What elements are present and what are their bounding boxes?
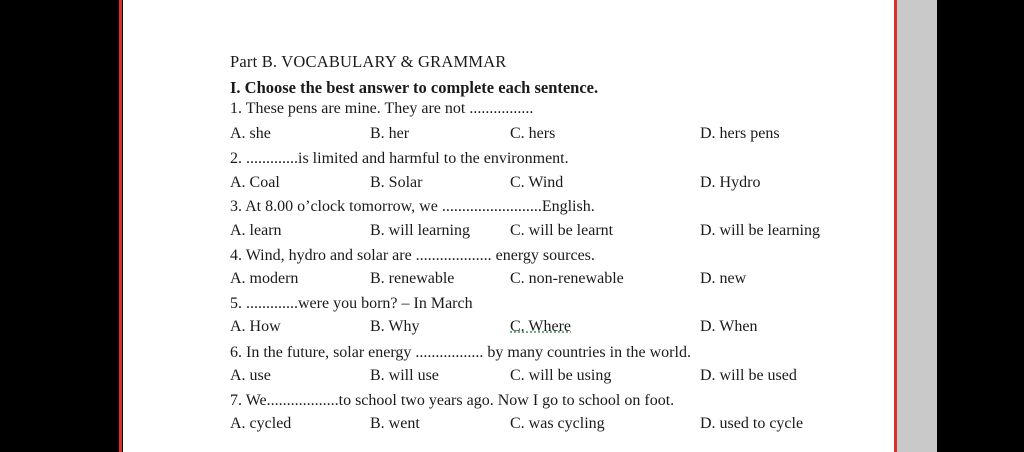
- question-1: 1. These pens are mine. They are not ................: [230, 100, 534, 117]
- q7-option-b[interactable]: B. went: [370, 415, 420, 432]
- question-7: 7. We..................to school two years ago. Now I go to school on foot.: [230, 392, 675, 409]
- question-2: 2. .............is limited and harmful to the environment.: [230, 150, 569, 167]
- question-3: 3. At 8.00 o’clock tomorrow, we .........................English.: [230, 198, 595, 215]
- q4-option-c[interactable]: C. non-renewable: [510, 270, 624, 287]
- q2-option-d[interactable]: D. Hydro: [700, 174, 761, 191]
- q3-option-d[interactable]: D. will be learning: [700, 222, 820, 239]
- q1-option-b[interactable]: B. her: [370, 125, 410, 142]
- question-4: 4. Wind, hydro and solar are ................... energy sources.: [230, 247, 595, 264]
- q5-option-b[interactable]: B. Why: [370, 318, 420, 335]
- q6-option-a[interactable]: A. use: [230, 367, 271, 384]
- black-margin: [937, 0, 1024, 452]
- q2-option-b[interactable]: B. Solar: [370, 174, 423, 191]
- q4-option-b[interactable]: B. renewable: [370, 270, 455, 287]
- question-6: 6. In the future, solar energy ................. by many countries in the world.: [230, 344, 691, 361]
- q6-option-d[interactable]: D. will be used: [700, 367, 797, 384]
- gray-margin: [897, 0, 937, 452]
- q2-option-c[interactable]: C. Wind: [510, 174, 564, 191]
- q5-option-a[interactable]: A. How: [230, 318, 281, 335]
- q5-option-c[interactable]: C. Where: [510, 318, 572, 335]
- q1-option-c[interactable]: C. hers: [510, 125, 556, 142]
- q6-option-b[interactable]: B. will use: [370, 367, 439, 384]
- q5-option-d[interactable]: D. When: [700, 318, 758, 335]
- part-title: Part B. VOCABULARY & GRAMMAR: [230, 52, 507, 71]
- q4-option-a[interactable]: A. modern: [230, 270, 299, 287]
- q3-option-a[interactable]: A. learn: [230, 222, 282, 239]
- section-title: I. Choose the best answer to complete each sentence.: [230, 78, 599, 97]
- page-left-border: [119, 0, 122, 452]
- q3-option-b[interactable]: B. will learning: [370, 222, 470, 239]
- q6-option-c[interactable]: C. will be using: [510, 367, 612, 384]
- q1-option-a[interactable]: A. she: [230, 125, 271, 142]
- q7-option-a[interactable]: A. cycled: [230, 415, 292, 432]
- q1-option-d[interactable]: D. hers pens: [700, 125, 780, 142]
- q3-option-c[interactable]: C. will be learnt: [510, 222, 614, 239]
- q2-option-a[interactable]: A. Coal: [230, 174, 280, 191]
- q7-option-c[interactable]: C. was cycling: [510, 415, 605, 432]
- question-5: 5. .............were you born? – In March: [230, 295, 473, 312]
- q7-option-d[interactable]: D. used to cycle: [700, 415, 804, 432]
- q4-option-d[interactable]: D. new: [700, 270, 747, 287]
